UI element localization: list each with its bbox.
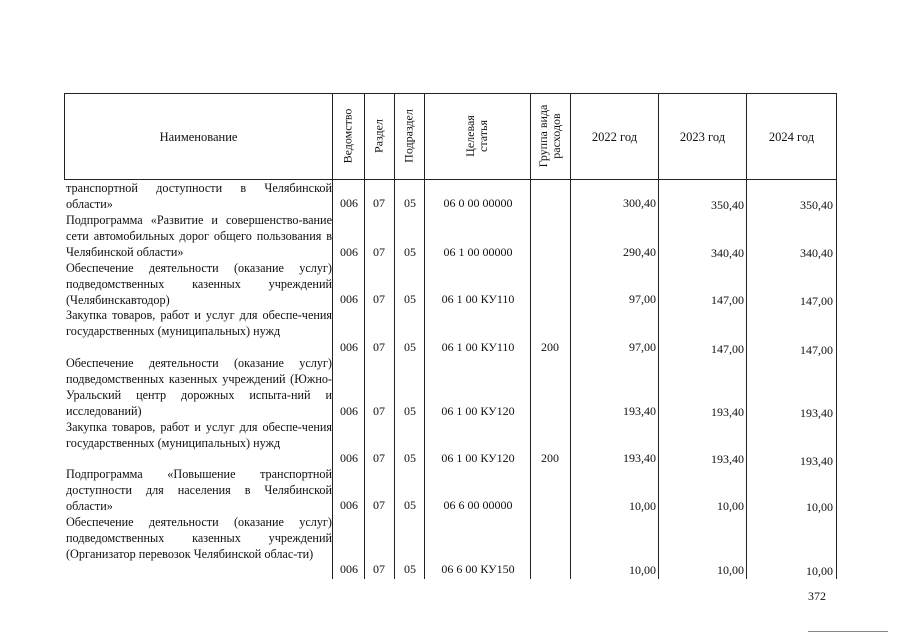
cell-razdel: 07 xyxy=(373,196,385,210)
cell-podrazdel: 05 xyxy=(404,451,416,465)
row-name: Обеспечение деятельности (оказание услуг) подведомственных казенных учреждений (Организатор перевозок Челябинской облас-ти) xyxy=(66,515,332,561)
row-name: Обеспечение деятельности (оказание услуг) подведомственных казенных учреждений (Челябинскавтодор) xyxy=(66,261,332,307)
cell-podrazdel: 05 xyxy=(404,292,416,306)
cell-celevaya: 06 1 00 КУ120 xyxy=(441,451,515,465)
header-name xyxy=(65,94,332,179)
cell-2024: 10,00 xyxy=(806,500,833,514)
cell-podrazdel: 05 xyxy=(404,404,416,418)
col-border xyxy=(530,93,531,579)
cell-razdel: 07 xyxy=(373,292,385,306)
header-2024 xyxy=(747,94,836,179)
cell-2023: 193,40 xyxy=(711,452,744,466)
cell-vedomstvo: 006 xyxy=(340,340,358,354)
cell-celevaya: 06 1 00 КУ110 xyxy=(441,340,515,354)
col-border xyxy=(364,93,365,579)
cell-razdel: 07 xyxy=(373,340,385,354)
col-border xyxy=(394,93,395,579)
col-border xyxy=(332,93,333,579)
header-gruppa-line2: расходов xyxy=(549,113,563,159)
cell-2022: 290,40 xyxy=(623,245,656,259)
header-2024-label: 2024 год xyxy=(768,129,815,144)
cell-2024: 193,40 xyxy=(800,406,833,420)
cell-celevaya: 06 1 00 00000 xyxy=(443,245,513,259)
cell-2022: 97,00 xyxy=(629,340,656,354)
cell-podrazdel: 05 xyxy=(404,498,416,512)
cell-2022: 10,00 xyxy=(629,499,656,513)
cell-vedomstvo: 006 xyxy=(340,404,358,418)
cell-celevaya: 06 1 00 КУ110 xyxy=(441,292,515,306)
cell-2022: 193,40 xyxy=(623,451,656,465)
row-name: Закупка товаров, работ и услуг для обеспе-чения государственных (муниципальных) нужд xyxy=(66,308,332,338)
cell-2023: 193,40 xyxy=(711,405,744,419)
cell-celevaya: 06 6 00 КУ150 xyxy=(441,562,515,576)
cell-celevaya: 06 6 00 00000 xyxy=(443,498,513,512)
header-celevaya-line1: Целевая xyxy=(463,115,477,157)
header-2023 xyxy=(659,94,746,179)
header-gruppa xyxy=(537,105,563,168)
cell-vedomstvo: 006 xyxy=(340,245,358,259)
page-number: 372 xyxy=(808,589,826,603)
header-celevaya xyxy=(464,115,490,157)
cell-2022: 300,40 xyxy=(623,196,656,210)
cell-2024: 340,40 xyxy=(800,246,833,260)
cell-razdel: 07 xyxy=(373,562,385,576)
cell-2024: 147,00 xyxy=(800,343,833,357)
cell-vedomstvo: 006 xyxy=(340,498,358,512)
cell-gruppa: 200 xyxy=(541,451,559,465)
cell-2023: 147,00 xyxy=(711,293,744,307)
row-name: Закупка товаров, работ и услуг для обеспе-чения государственных (муниципальных) нужд xyxy=(66,420,332,450)
row-name: Обеспечение деятельности (оказание услуг) подведомственных казенных учреждений (Южно-Уральский центр дорожных испыта-ний и исследований) xyxy=(66,356,332,418)
cell-2024: 147,00 xyxy=(800,294,833,308)
cell-gruppa: 200 xyxy=(541,340,559,354)
header-celevaya-line2: статья xyxy=(476,120,490,152)
cell-podrazdel: 05 xyxy=(404,245,416,259)
header-vedomstvo: Ведомство xyxy=(340,108,355,164)
header-2022 xyxy=(571,94,658,179)
cell-2023: 10,00 xyxy=(717,563,744,577)
cell-razdel: 07 xyxy=(373,451,385,465)
cell-vedomstvo: 006 xyxy=(340,292,358,306)
cell-vedomstvo: 006 xyxy=(340,451,358,465)
footer-rule xyxy=(808,631,888,632)
cell-razdel: 07 xyxy=(373,404,385,418)
cell-2024: 350,40 xyxy=(800,198,833,212)
header-2023-label: 2023 год xyxy=(679,129,726,144)
cell-2022: 97,00 xyxy=(629,292,656,306)
col-border xyxy=(836,93,837,579)
header-razdel: Раздел xyxy=(371,119,386,153)
col-border xyxy=(424,93,425,579)
header-2022-label: 2022 год xyxy=(591,129,638,144)
header-name-label: Наименование xyxy=(159,129,238,144)
cell-celevaya: 06 0 00 00000 xyxy=(443,196,513,210)
cell-2024: 193,40 xyxy=(800,454,833,468)
row-name: Подпрограмма «Развитие и совершенство-вание сети автомобильных дорог общего пользования в Челябинской области» xyxy=(66,213,332,259)
header-podrazdel: Подраздел xyxy=(401,109,416,163)
cell-2023: 340,40 xyxy=(711,246,744,260)
cell-podrazdel: 05 xyxy=(404,340,416,354)
cell-2022: 10,00 xyxy=(629,563,656,577)
cell-2023: 10,00 xyxy=(717,499,744,513)
cell-2023: 147,00 xyxy=(711,342,744,356)
cell-razdel: 07 xyxy=(373,498,385,512)
cell-celevaya: 06 1 00 КУ120 xyxy=(441,404,515,418)
cell-vedomstvo: 006 xyxy=(340,562,358,576)
cell-razdel: 07 xyxy=(373,245,385,259)
row-name: Подпрограмма «Повышение транспортной доступности для населения в Челябинской области» xyxy=(66,467,332,513)
cell-2022: 193,40 xyxy=(623,404,656,418)
row-name: транспортной доступности в Челябинской области» xyxy=(66,181,332,211)
cell-2024: 10,00 xyxy=(806,564,833,578)
header-gruppa-line1: Группа вида xyxy=(536,104,550,168)
cell-podrazdel: 05 xyxy=(404,562,416,576)
cell-2023: 350,40 xyxy=(711,198,744,212)
cell-vedomstvo: 006 xyxy=(340,196,358,210)
cell-podrazdel: 05 xyxy=(404,196,416,210)
